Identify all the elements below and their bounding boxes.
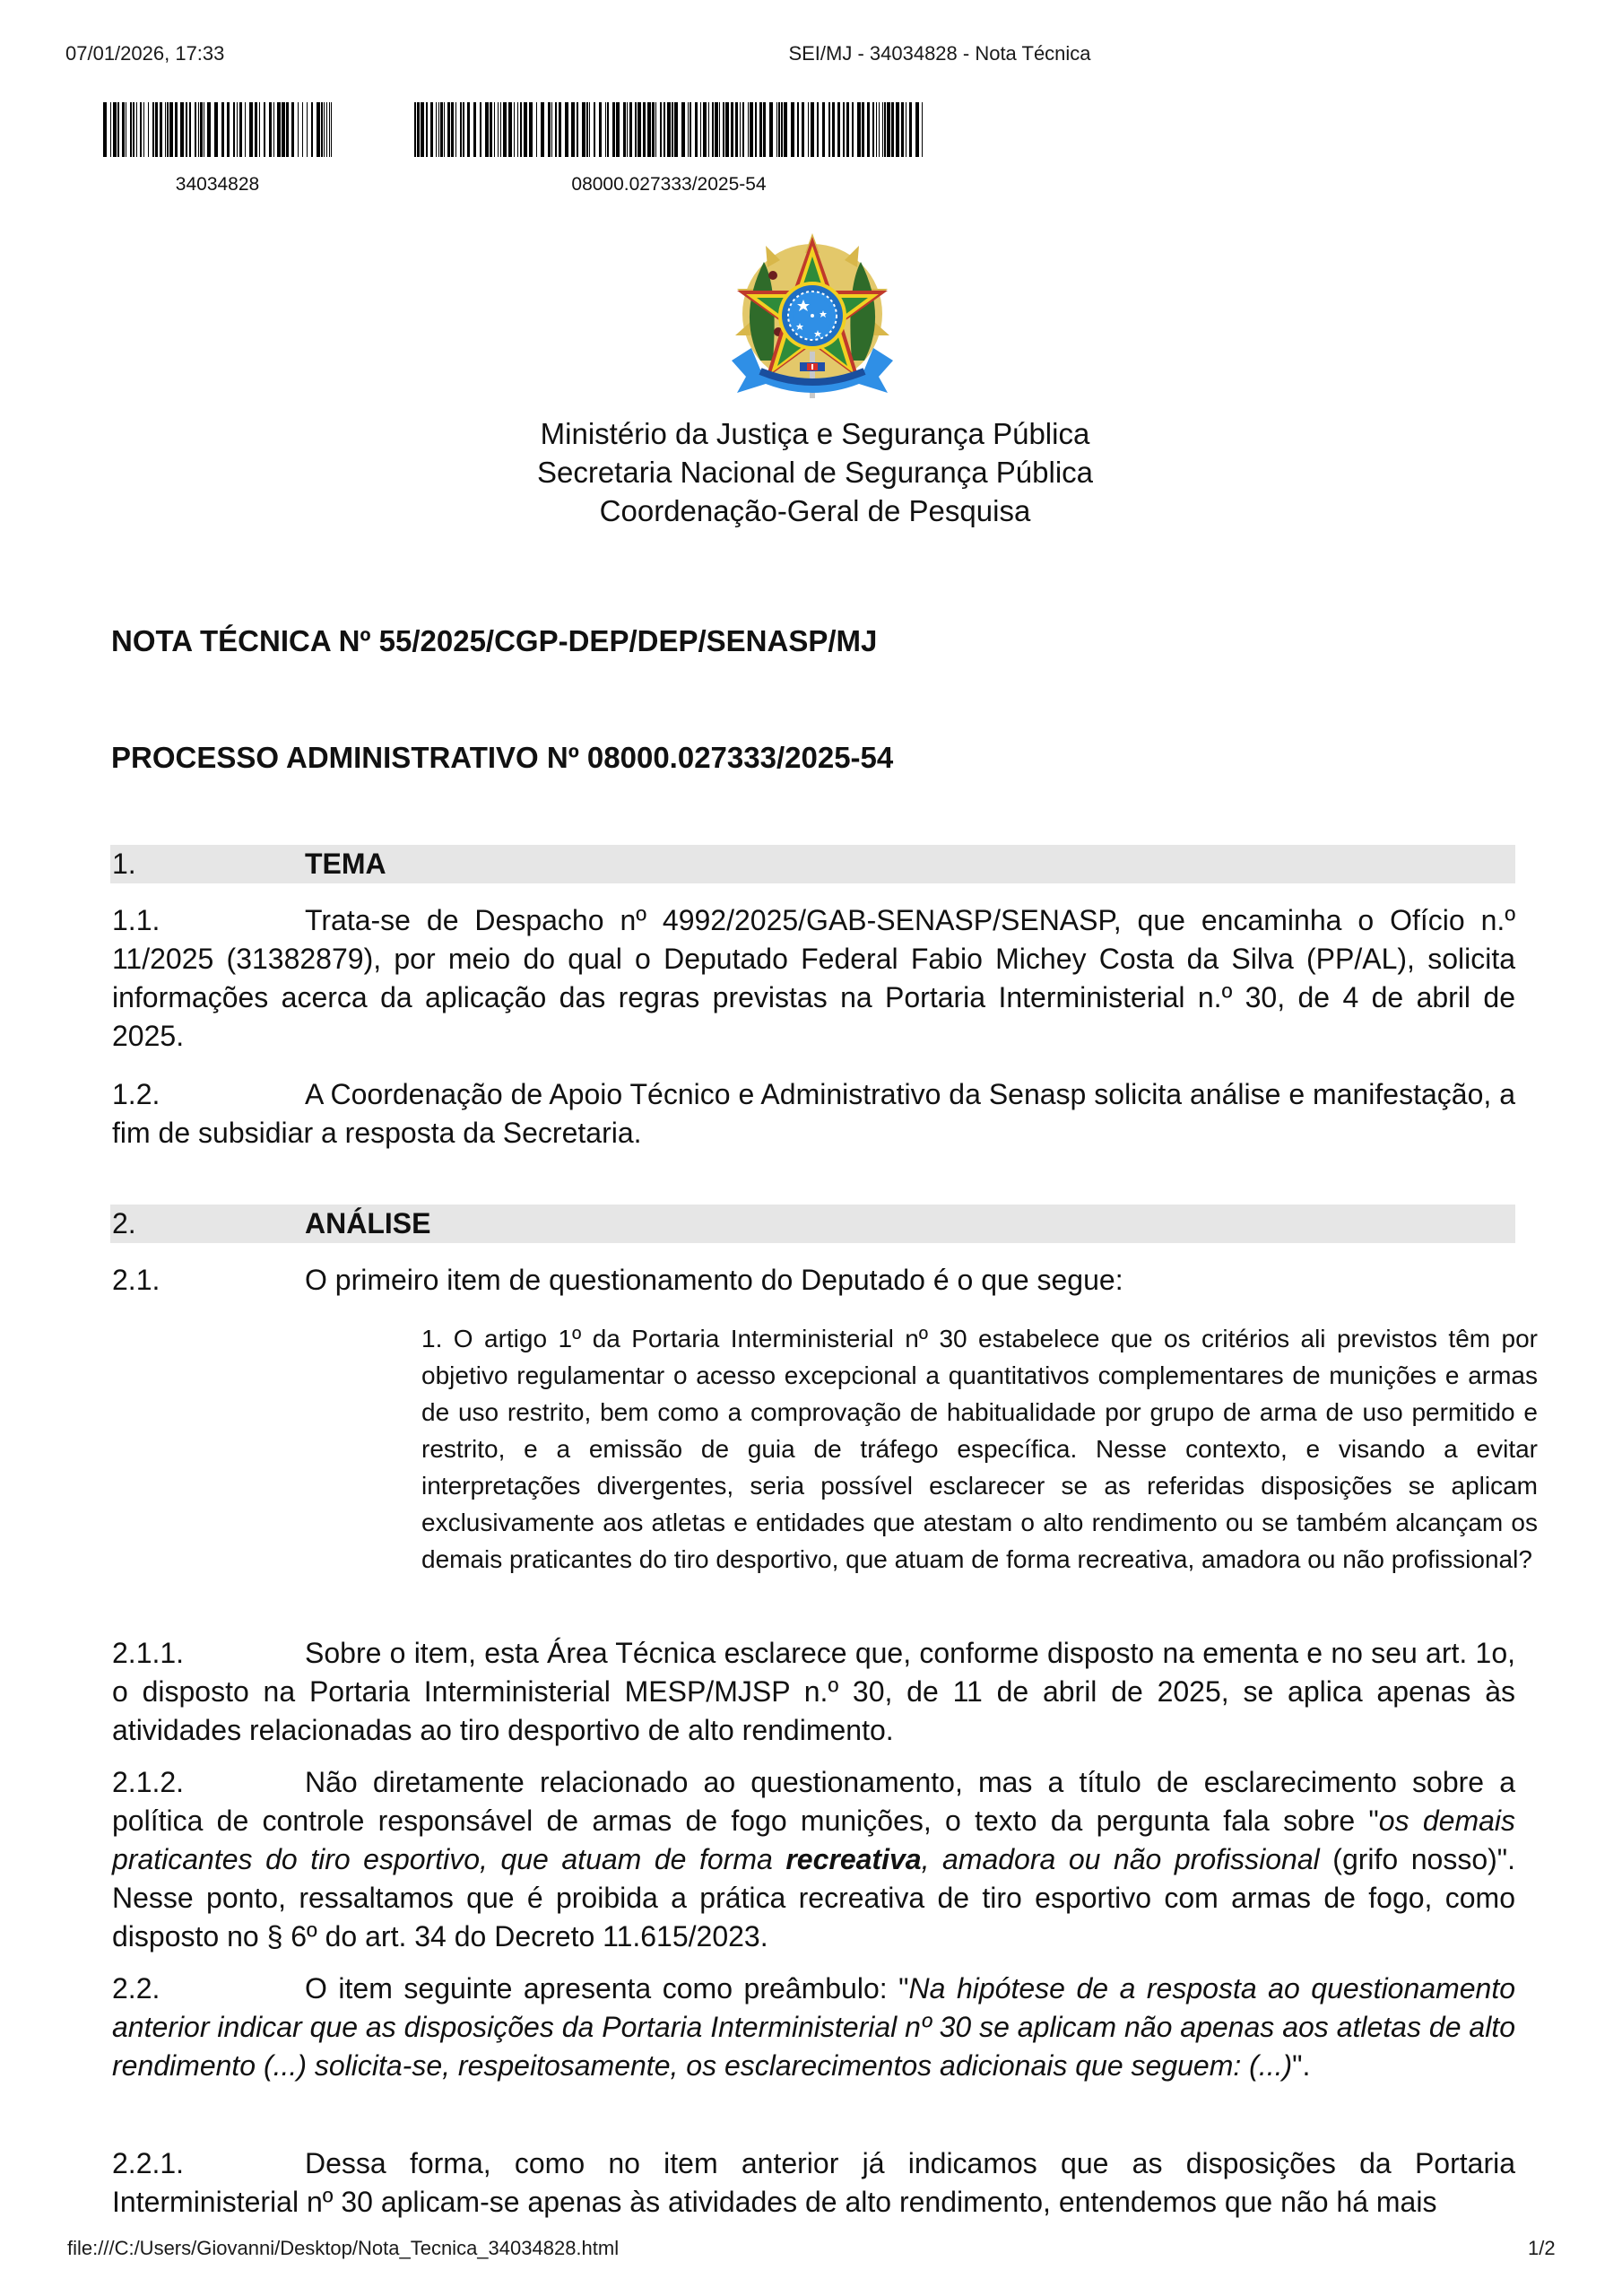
paragraph-2-1 <box>112 1261 1515 1300</box>
institution-header <box>0 414 1622 530</box>
paragraph-2-1-2 <box>112 1763 1515 1956</box>
barcode-process-number <box>414 102 924 157</box>
section-heading-tema <box>110 845 1515 883</box>
section-title: ANÁLISE <box>305 1207 431 1239</box>
paragraph-text: A Coordenação de Apoio Técnico e Administrativo da Senasp solicita análise e manifestação, a fim de subsidiar a resposta da Secretaria. <box>112 1078 1515 1149</box>
quoted-italic-text: os demais praticantes do tiro esportivo, que atuam de forma <box>112 1805 1516 1875</box>
barcode-process-number-label: 08000.027333/2025-54 <box>571 174 767 195</box>
paragraph-text: Não diretamente relacionado ao questionamento, mas a título de esclarecimento sobre a política de controle responsável de armas de fogo munições, o texto da pergunta fala sobre " <box>112 1766 1515 1837</box>
print-datetime: 07/01/2026, 17:33 <box>65 42 225 65</box>
quoted-italic-text: Na hipótese de a resposta ao questionamento anterior indicar que as disposições da Portaria Interministerial nº 30 se aplicam não apenas aos atletas de alto rendimento (...) solicita-se, respeitosamente, os esclarecimentos adicionais que seguem: (...) <box>112 1972 1516 2082</box>
quoted-italic-text: , amadora ou não profissional <box>921 1843 1320 1875</box>
paragraph-number: 1.1. <box>112 904 160 936</box>
secretariat-name: Secretaria Nacional de Segurança Pública <box>536 456 1094 489</box>
paragraph-number: 1.2. <box>112 1078 160 1110</box>
paragraph-text: ". <box>1292 2049 1311 2082</box>
paragraph-text: Sobre o item, esta Área Técnica esclarece que, conforme disposto na ementa e no seu art. 1o, o disposto na Portaria Interministerial MESP/MJSP n.º 30, de 11 de abril de 2025, se aplica apenas às atividades relacionadas ao tiro desportivo de alto rendimento. <box>112 1637 1515 1746</box>
paragraph-text: (grifo nosso)". Nesse ponto, ressaltamos que é proibida a prática recreativa de tiro esportivo com armas de fogo, como disposto no § 6º do art. 34 do Decreto 11.615/2023. <box>112 1843 1516 1952</box>
section-heading-analise <box>110 1205 1515 1243</box>
paragraph-1-1 <box>112 901 1515 1056</box>
section-number: 2. <box>112 1207 136 1239</box>
paragraph-number: 2.2. <box>112 1972 160 2005</box>
quoted-question-1: 1. O artigo 1º da Portaria Interministerial nº 30 estabelece que os critérios ali previstos têm por objetivo regulamentar o acesso excepcional a quantitativos complementares de munições e armas de uso restrito, bem como a comprovação de habitualidade por grupo de arma de uso permitido e restrito, e a emissão de guia de tráfego específica. Nesse contexto, e visando a evitar interpretações divergentes, seria possível esclarecer se as referidas disposições se aplicam exclusivamente aos atletas e entidades que atestam o alto rendimento ou se também alcançam os demais praticantes do tiro desportivo, que atuam de forma recreativa, amadora ou não profissional? <box>421 1325 1538 1573</box>
print-file-url: file:///C:/Users/Giovanni/Desktop/Nota_Tecnica_34034828.html <box>67 2237 620 2259</box>
paragraph-text: Dessa forma, como no item anterior já indicamos que as disposições da Portaria Interministerial nº 30 aplicam-se apenas às atividades de alto rendimento, entendemos que não há mais <box>112 2147 1515 2218</box>
paragraph-text: Trata-se de Despacho nº 4992/2025/GAB-SENASP/SENASP, que encaminha o Ofício n.º 11/2025 (31382879), por meio do qual o Deputado Federal Fabio Michey Costa da Silva (PP/AL), solicita informações acerca da aplicação das regras previstas na Portaria Interministerial n.º 30, de 4 de abril de 2025. <box>112 904 1515 1052</box>
paragraph-text: O item seguinte apresenta como preâmbulo: " <box>305 1972 909 2005</box>
process-number-title: PROCESSO ADMINISTRATIVO Nº 08000.027333/2025-54 <box>111 741 894 774</box>
paragraph-number: 2.1.1. <box>112 1637 185 1669</box>
paragraph-1-2 <box>112 1075 1515 1152</box>
barcode-document-id <box>103 102 332 157</box>
ministry-name: Ministério da Justiça e Segurança Pública <box>540 417 1090 450</box>
paragraph-text: O primeiro item de questionamento do Deputado é o que segue: <box>305 1264 1123 1296</box>
paragraph-number: 2.1. <box>112 1264 160 1296</box>
paragraph-number: 2.2.1. <box>112 2147 185 2179</box>
print-page-title: SEI/MJ - 34034828 - Nota Técnica <box>788 42 1091 65</box>
barcode-document-id-label: 34034828 <box>175 174 260 195</box>
print-page-number: 1/2 <box>1528 2237 1556 2259</box>
section-number: 1. <box>112 848 136 880</box>
section-title: TEMA <box>305 848 386 880</box>
paragraph-number: 2.1.2. <box>112 1766 185 1798</box>
emphasis-bold-italic: recreativa <box>785 1843 922 1875</box>
paragraph-2-2 <box>112 1970 1515 2085</box>
brazil-coat-of-arms-icon <box>724 226 900 405</box>
document-title: NOTA TÉCNICA Nº 55/2025/CGP-DEP/DEP/SENASP/MJ <box>111 624 878 657</box>
paragraph-2-2-1 <box>112 2144 1515 2222</box>
paragraph-2-1-1 <box>112 1634 1515 1750</box>
coordination-name: Coordenação-Geral de Pesquisa <box>599 494 1031 527</box>
